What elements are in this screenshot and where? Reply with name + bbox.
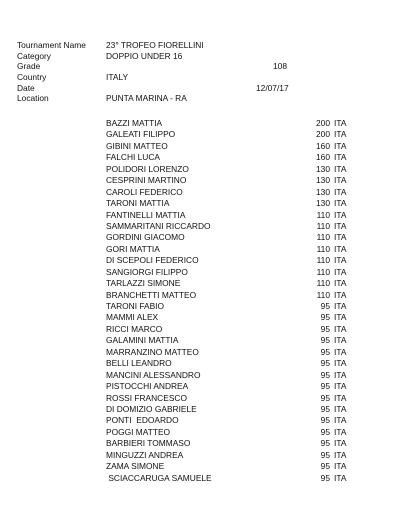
player-points: 95 (320, 358, 330, 369)
player-row (106, 393, 352, 404)
player-nation: ITA (334, 140, 347, 151)
player-row (106, 347, 352, 358)
country-label: Country (17, 72, 47, 83)
player-name: GIBINI MATTEO (106, 140, 168, 151)
player-points: 110 (316, 278, 330, 289)
player-nation: ITA (334, 403, 347, 414)
player-row (106, 244, 352, 255)
player-name: FALCHI LUCA (106, 152, 160, 163)
player-nation: ITA (334, 392, 347, 403)
player-name: BRANCHETTI MATTEO (106, 289, 197, 300)
player-nation: ITA (334, 118, 347, 128)
tournament-name-label: Tournament Name (17, 40, 86, 50)
player-points: 200 (316, 118, 330, 128)
player-name: MANCINI ALESSANDRO (106, 369, 201, 380)
player-row (106, 129, 352, 140)
player-row (106, 210, 352, 221)
player-name: BAZZI MATTIA (106, 118, 163, 128)
player-row (106, 301, 352, 312)
player-nation: ITA (334, 289, 347, 300)
player-nation: ITA (334, 449, 347, 460)
player-points: 95 (320, 415, 330, 426)
player-nation: ITA (334, 335, 347, 346)
player-nation: ITA (334, 232, 347, 243)
date-row (17, 83, 287, 94)
player-row (106, 381, 352, 392)
player-nation: ITA (334, 220, 347, 231)
country-value: ITALY (106, 72, 129, 83)
players-list (106, 118, 352, 484)
player-name: PISTOCCHI ANDREA (106, 381, 189, 392)
player-points: 95 (320, 392, 330, 403)
player-points: 110 (316, 289, 330, 300)
player-points: 95 (320, 346, 330, 357)
player-nation: ITA (334, 266, 347, 277)
player-nation: ITA (334, 426, 347, 437)
player-nation: ITA (334, 243, 347, 254)
player-name: BARBIERI TOMMASO (106, 438, 191, 449)
date-value: 12/07/17 (256, 82, 289, 93)
player-nation: ITA (334, 323, 347, 334)
location-value: PUNTA MARINA - RA (106, 93, 187, 104)
grade-row (17, 61, 287, 72)
player-name: GALAMINI MATTIA (106, 335, 179, 346)
player-points: 95 (320, 369, 330, 380)
player-row (106, 335, 352, 346)
player-row (106, 427, 352, 438)
player-points: 110 (316, 209, 330, 220)
player-nation: ITA (334, 209, 347, 220)
player-points: 160 (316, 152, 330, 163)
date-label: Date (17, 82, 35, 93)
player-points: 95 (320, 438, 330, 449)
player-points: 95 (320, 312, 330, 323)
player-name: CESPRINI MARTINO (106, 175, 187, 186)
player-nation: ITA (334, 312, 347, 323)
player-points: 95 (320, 461, 330, 472)
tournament-info (17, 40, 287, 104)
player-name: ZAMA SIMONE (106, 461, 165, 472)
player-name: MAMMI ALEX (106, 312, 159, 323)
player-name: POGGI MATTEO (106, 426, 171, 437)
player-row (106, 152, 352, 163)
player-row (106, 255, 352, 266)
player-name: PONTI EDOARDO (106, 415, 179, 426)
category-value: DOPPIO UNDER 16 (106, 50, 183, 61)
player-points: 110 (316, 266, 330, 277)
player-row (106, 358, 352, 369)
player-points: 130 (316, 186, 330, 197)
player-row (106, 438, 352, 449)
player-points: 130 (316, 198, 330, 209)
player-name: MARRANZINO MATTEO (106, 346, 199, 357)
player-nation: ITA (334, 129, 347, 140)
player-row (106, 473, 352, 484)
player-nation: ITA (334, 301, 347, 311)
player-row (106, 232, 352, 243)
player-nation: ITA (334, 358, 347, 369)
player-name: CAROLI FEDERICO (106, 186, 183, 197)
player-row (106, 164, 352, 175)
player-name: GORI MATTIA (106, 243, 160, 254)
player-row (106, 221, 352, 232)
player-nation: ITA (334, 369, 347, 380)
player-row (106, 198, 352, 209)
player-name: SANGIORGI FILIPPO (106, 266, 188, 277)
location-row (17, 93, 287, 104)
player-name: RICCI MARCO (106, 323, 163, 334)
player-nation: ITA (334, 472, 347, 483)
tournament-name-value: 23° TROFEO FIORELLINI (106, 40, 204, 50)
location-label: Location (17, 93, 49, 104)
tournament-name-row (17, 40, 287, 51)
category-row (17, 51, 287, 62)
player-name: POLIDORI LORENZO (106, 163, 189, 174)
player-name: TARONI FABIO (106, 301, 165, 311)
player-nation: ITA (334, 438, 347, 449)
player-points: 110 (316, 232, 330, 243)
player-points: 95 (320, 472, 330, 483)
player-row (106, 404, 352, 415)
player-points: 95 (320, 426, 330, 437)
player-nation: ITA (334, 346, 347, 357)
player-row (106, 187, 352, 198)
player-nation: ITA (334, 461, 347, 472)
player-name: FANTINELLI MATTIA (106, 209, 186, 220)
player-name: GALEATI FILIPPO (106, 129, 176, 140)
player-name: SCIACCARUGA SAMUELE (106, 472, 212, 483)
player-name: DI SCEPOLI FEDERICO (106, 255, 199, 266)
player-nation: ITA (334, 278, 347, 289)
player-name: TARONI MATTIA (106, 198, 170, 209)
player-row (106, 175, 352, 186)
player-nation: ITA (334, 152, 347, 163)
player-points: 130 (316, 163, 330, 174)
player-points: 95 (320, 301, 330, 311)
player-name: SAMMARITANI RICCARDO (106, 220, 211, 231)
player-row (106, 415, 352, 426)
player-row (106, 118, 352, 129)
player-nation: ITA (334, 163, 347, 174)
player-points: 95 (320, 403, 330, 414)
player-points: 110 (316, 255, 330, 266)
player-name: GORDINI GIACOMO (106, 232, 185, 243)
player-row (106, 290, 352, 301)
player-name: ROSSI FRANCESCO (106, 392, 187, 403)
player-name: TARLAZZI SIMONE (106, 278, 181, 289)
player-row (106, 141, 352, 152)
player-points: 95 (320, 335, 330, 346)
player-points: 110 (316, 220, 330, 231)
category-label: Category (17, 50, 51, 61)
player-row (106, 324, 352, 335)
player-nation: ITA (334, 255, 347, 266)
player-nation: ITA (334, 175, 347, 186)
player-name: MINGUZZI ANDREA (106, 449, 184, 460)
grade-value: 108 (273, 61, 287, 72)
player-points: 95 (320, 381, 330, 392)
player-row (106, 450, 352, 461)
grade-label: Grade (17, 61, 41, 72)
player-row (106, 267, 352, 278)
player-nation: ITA (334, 381, 347, 392)
player-nation: ITA (334, 186, 347, 197)
player-row (106, 370, 352, 381)
player-row (106, 278, 352, 289)
player-nation: ITA (334, 415, 347, 426)
player-points: 95 (320, 449, 330, 460)
player-points: 95 (320, 323, 330, 334)
player-points: 200 (316, 129, 330, 140)
player-name: DI DOMIZIO GABRIELE (106, 403, 197, 414)
player-points: 110 (316, 243, 330, 254)
player-row (106, 461, 352, 472)
player-nation: ITA (334, 198, 347, 209)
country-row (17, 72, 287, 83)
player-row (106, 312, 352, 323)
player-name: BELLI LEANDRO (106, 358, 172, 369)
player-points: 130 (316, 175, 330, 186)
player-points: 160 (316, 140, 330, 151)
